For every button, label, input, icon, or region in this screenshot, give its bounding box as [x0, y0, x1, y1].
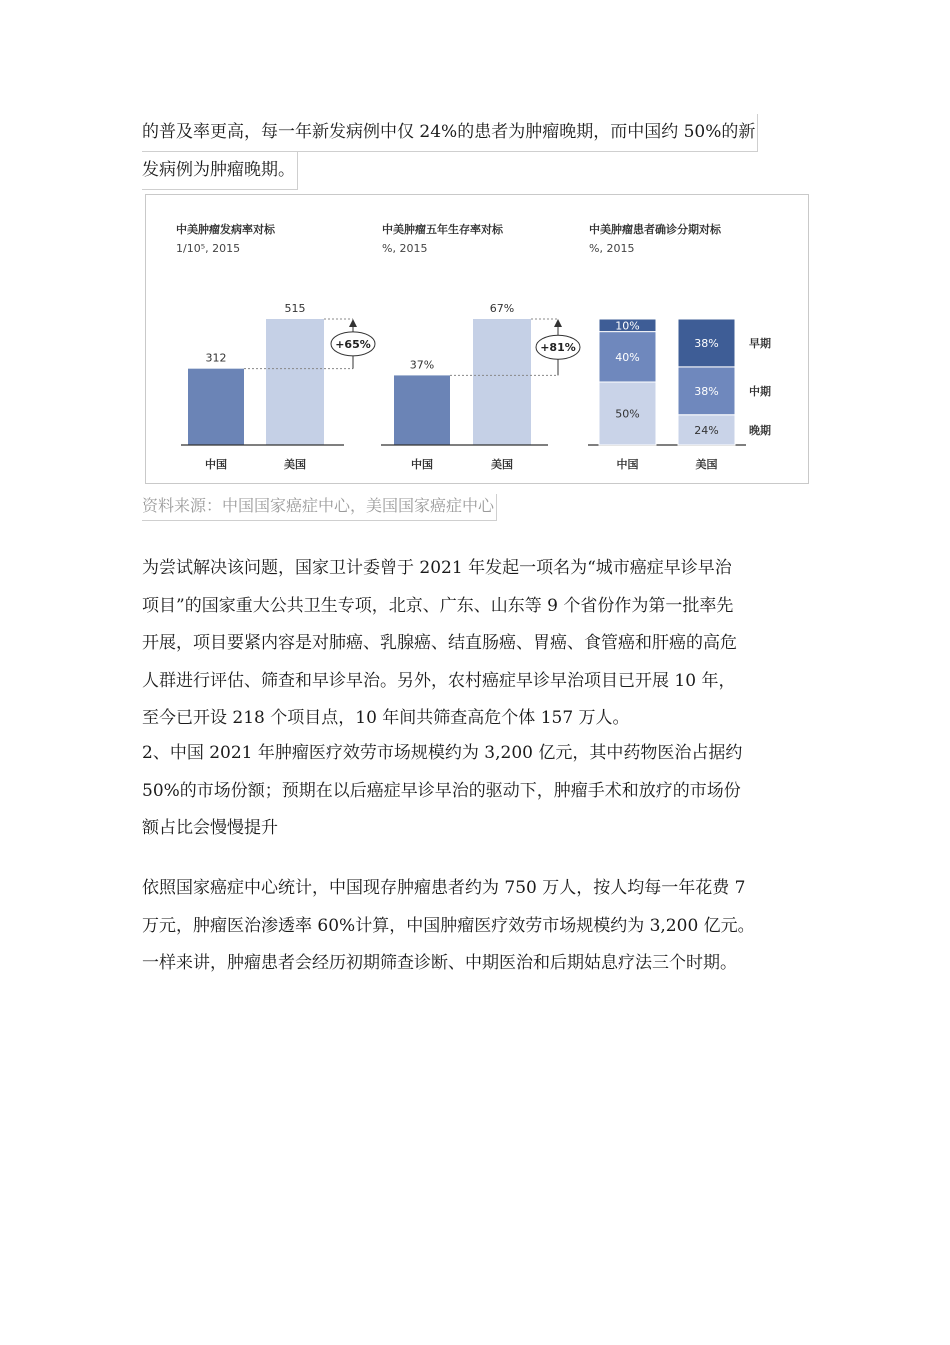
text-line: 一样来讲，肿瘤患者会经历初期筛查诊断、中期医治和后期姑息疗法三个时期。 — [142, 953, 737, 973]
bar — [394, 375, 450, 445]
category-label: 中国 — [205, 458, 227, 471]
growth-arrow-head — [554, 319, 562, 327]
paragraph-market-size — [142, 735, 817, 848]
chart-subtitle: %, 2015 — [382, 242, 428, 255]
segment-value-label: 38% — [694, 384, 719, 398]
text-line: 50%的市场份额；预期在以后癌症早诊早治的驱动下，肿瘤手术和放疗的市场份 — [142, 780, 741, 801]
intro-line: 的普及率更高，每一年新发病例中仅 24%的患者为肿瘤晚期，而中国约 50%的新 — [142, 114, 758, 152]
text-line: 依照国家癌症中心统计，中国现存肿瘤患者约为 750 万人，按人均每一年花费 7 — [142, 878, 746, 898]
chart-subtitle: 1/10⁵, 2015 — [176, 242, 241, 255]
segment-value-label: 10% — [615, 319, 640, 333]
category-label: 中国 — [411, 458, 433, 471]
chart-panels — [146, 195, 808, 483]
category-label: 美国 — [695, 458, 718, 471]
text-line: 项目”的国家重大公共卫生专项，北京、广东、山东等 9 个省份作为第一批率先 — [142, 595, 734, 616]
source-note: 资料来源：中国国家癌症中心，美国国家癌症中心 — [142, 494, 497, 521]
growth-arrow-head — [349, 319, 357, 327]
chart-subtitle: %, 2015 — [589, 242, 635, 255]
text-line: 2、中国 2021 年肿瘤医疗效劳市场规模约为 3,200 亿元，其中药物医治占据约 — [142, 743, 743, 763]
growth-annotation: +81% — [540, 341, 576, 355]
bar-value-label: 312 — [205, 351, 227, 365]
stage-label: 中期 — [749, 384, 771, 398]
category-label: 美国 — [491, 458, 513, 471]
chart-title: 中美肿瘤发病率对标 — [176, 223, 275, 236]
segment-value-label: 50% — [615, 407, 640, 421]
text-line: 额占比会慢慢提升 — [142, 818, 278, 838]
segment-value-label: 38% — [694, 336, 719, 350]
intro-text — [142, 114, 812, 190]
paragraph-screening-project — [142, 550, 817, 738]
category-label: 美国 — [284, 458, 306, 471]
chart-figure — [145, 194, 809, 484]
chart-title: 中美肿瘤五年生存率对标 — [382, 223, 503, 236]
paragraph-statistics — [142, 870, 817, 983]
segment-value-label: 24% — [694, 423, 719, 437]
category-label: 中国 — [616, 458, 639, 471]
chart-title: 中美肿瘤患者确诊分期对标 — [589, 223, 721, 236]
stage-label: 晚期 — [749, 423, 771, 437]
text-line: 万元，肿瘤医治渗透率 60%计算，中国肿瘤医疗效劳市场规模约为 3,200 亿元。 — [142, 915, 755, 936]
text-line: 为尝试解决该问题，国家卫计委曾于 2021 年发起一项名为“城市癌症早诊早治 — [142, 558, 732, 578]
text-line: 开展，项目要紧内容是对肺癌、乳腺癌、结直肠癌、胃癌、食管癌和肝癌的高危 — [142, 633, 737, 653]
bar-value-label: 37% — [409, 358, 435, 372]
growth-annotation: +65% — [335, 337, 371, 351]
bar — [188, 369, 244, 445]
bar-value-label: 515 — [284, 302, 306, 315]
bar — [473, 319, 531, 445]
intro-line: 发病例为肿瘤晚期。 — [142, 152, 298, 190]
stage-label: 早期 — [749, 336, 771, 350]
text-line: 人群进行评估、筛查和早诊早治。另外，农村癌症早诊早治项目已开展 10 年， — [142, 670, 736, 691]
bar-value-label: 67% — [489, 302, 515, 315]
bar — [266, 319, 324, 445]
segment-value-label: 40% — [615, 350, 640, 364]
text-line: 至今已开设 218 个项目点，10 年间共筛查高危个体 157 万人。 — [142, 708, 630, 728]
